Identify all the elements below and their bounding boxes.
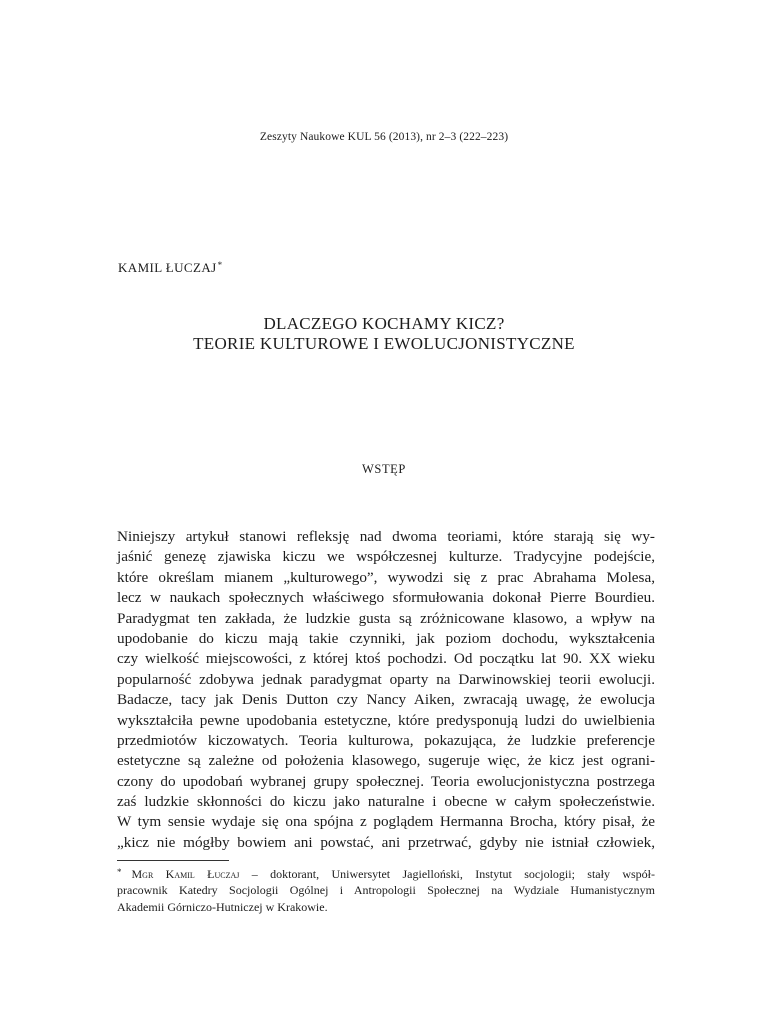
body-line: Paradygmat ten zakłada, że ludzkie gusta są zróżnicowane klasowo, a wpływ na xyxy=(117,609,655,627)
footnote-line: pracownik Katedry Socjologii Ogólnej i Antropologii Społecznej na Wydziale Humanistycznym xyxy=(117,882,655,897)
body-paragraph xyxy=(117,527,655,853)
footnote-line-1-text: – doktorant, Uniwersytet Jagielloński, Instytut socjologii; stały współ- xyxy=(239,867,655,881)
footnote-marker: * xyxy=(117,867,122,877)
footnote-line xyxy=(117,864,655,882)
footnote-line: Akademii Górniczo-Hutniczej w Krakowie. xyxy=(117,900,328,914)
author-name: KAMIL ŁUCZAJ xyxy=(118,260,217,275)
body-line: Niniejszy artykuł stanowi refleksję nad dwoma teoriami, które starają się wy- xyxy=(117,528,655,545)
body-line: lecz w naukach społecznych właściwego sformułowania dokonał Pierre Bourdieu. xyxy=(117,589,655,607)
title-line-2: TEORIE KULTUROWE I EWOLUCJONISTYCZNE xyxy=(193,334,575,353)
footnote xyxy=(117,864,655,917)
body-line: czy wielkość miejscowości, z której ktoś pochodzi. Od początku lat 90. XX wieku xyxy=(117,650,655,668)
body-line: przedmiotów kiczowatych. Teoria kulturowa, pokazująca, że ludzkie preferencje xyxy=(117,731,655,749)
footnote-separator xyxy=(117,860,229,861)
body-line: W tym sensie wydaje się ona spójna z poglądem Hermanna Brocha, który pisał, że xyxy=(117,813,655,831)
body-line: wykształciła pewne upodobania estetyczne, które predysponują ludzi do uwielbienia xyxy=(117,711,655,729)
author-line xyxy=(118,260,222,276)
body-line: zaś ludzkie skłonności do kiczu jako naturalne i obecne w całym społeczeństwie. xyxy=(117,793,655,811)
body-line: upodobanie do kiczu mają takie czynniki, jak poziom dochodu, wykształcenia xyxy=(117,629,655,647)
title-line-1: DLACZEGO KOCHAMY KICZ? xyxy=(263,314,505,333)
body-line: Badacze, tacy jak Denis Dutton czy Nancy Aiken, zwracają uwagę, że ewolucja xyxy=(117,691,655,709)
article-title xyxy=(0,314,768,354)
section-heading: WSTĘP xyxy=(362,462,406,476)
footnote-author-name: Mgr Kamil Łuczaj xyxy=(131,867,240,881)
body-line: jaśnić genezę zjawiska kiczu we współczesnej kulturze. Tradycyjne podejście, xyxy=(117,548,655,566)
body-line: „kicz nie mógłby bowiem ani powstać, ani przetrwać, gdyby nie istniał człowiek, xyxy=(117,833,655,851)
author-footnote-marker: * xyxy=(217,260,223,270)
body-line: czony do upodobań wybranej grupy społecznej. Teoria ewolucjonistyczna postrzega xyxy=(117,772,655,790)
body-line: popularność zdobywa jednak paradygmat oparty na Darwinowskiej teorii ewolucji. xyxy=(117,670,655,688)
body-line: estetyczne są zależne od położenia klasowego, sugeruje więc, że kicz jest ograni- xyxy=(117,752,655,770)
running-header: Zeszyty Naukowe KUL 56 (2013), nr 2–3 (222–223) xyxy=(259,131,509,143)
body-line: które określam mianem „kulturowego”, wywodzi się z prac Abrahama Molesa, xyxy=(117,568,655,586)
